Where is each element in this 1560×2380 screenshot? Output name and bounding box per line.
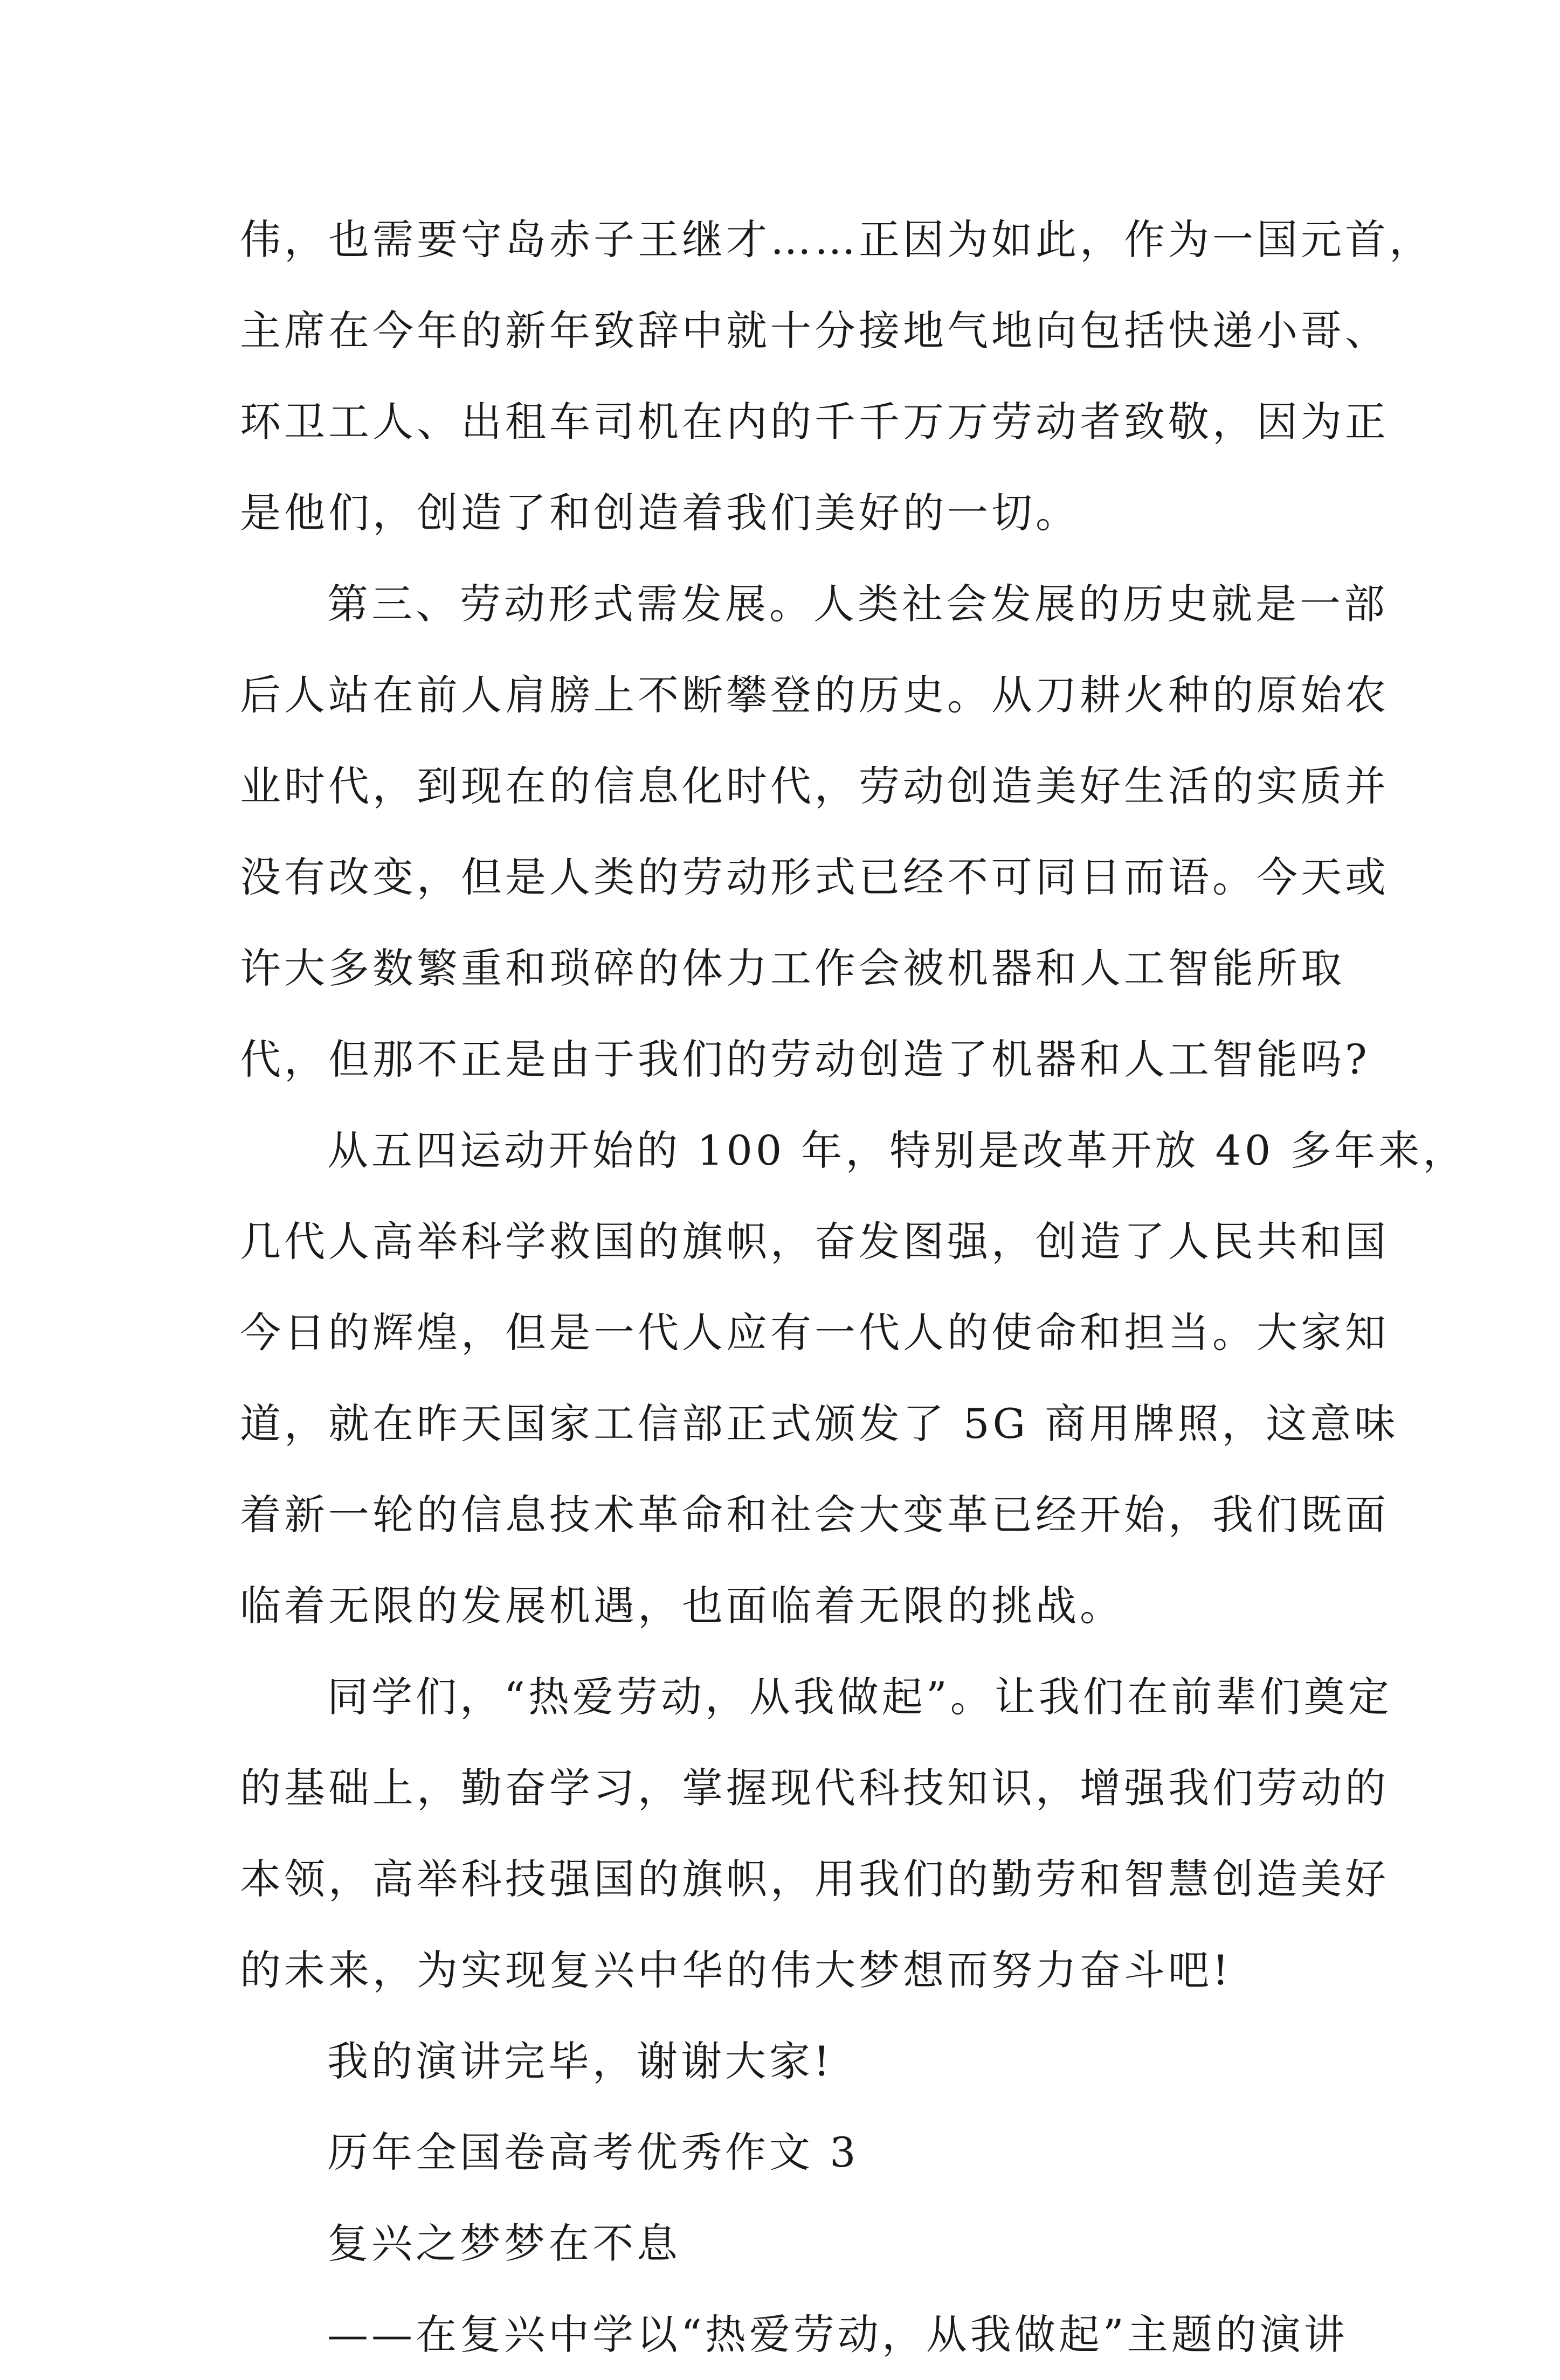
text-line: 的基础上，勤奋学习，掌握现代科技知识，增强我们劳动的	[240, 1764, 1389, 1812]
text-line: 后人站在前人肩膀上不断攀登的历史。从刀耕火种的原始农	[240, 671, 1389, 719]
text-line: 几代人高举科学救国的旗帜，奋发图强，创造了人民共和国	[240, 1217, 1389, 1265]
text-line: 是他们，创造了和创造着我们美好的一切。	[240, 489, 1080, 537]
text-line: 环卫工人、出租车司机在内的千千万万劳动者致敬，因为正	[240, 398, 1389, 446]
paragraph-start-line: 从五四运动开始的 100 年，特别是改革开放 40 多年来，	[327, 1126, 1467, 1174]
text-line: 的未来，为实现复兴中华的伟大梦想而努力奋斗吧!	[240, 1946, 1232, 1994]
text-line: 道，就在昨天国家工信部正式颁发了 5G 商用牌照，这意味	[240, 1400, 1399, 1448]
text-line: 代，但那不正是由于我们的劳动创造了机器和人工智能吗?	[240, 1035, 1370, 1083]
text-line: 临着无限的发展机遇，也面临着无限的挑战。	[240, 1582, 1124, 1630]
text-line: 业时代，到现在的信息化时代，劳动创造美好生活的实质并	[240, 762, 1389, 810]
section-heading: 历年全国卷高考优秀作文 3	[327, 2128, 859, 2176]
essay-subtitle: ——在复兴中学以“热爱劳动，从我做起”主题的演讲	[327, 2310, 1348, 2358]
text-line: 本领，高举科技强国的旗帜，用我们的勤劳和智慧创造美好	[240, 1855, 1389, 1903]
text-line: 主席在今年的新年致辞中就十分接地气地向包括快递小哥、	[240, 307, 1389, 355]
paragraph-start-line: 同学们，“热爱劳动，从我做起”。让我们在前辈们奠定	[327, 1673, 1392, 1721]
document-body	[240, 194, 1467, 2380]
paragraph-start-line: 第三、劳动形式需发展。人类社会发展的历史就是一部	[327, 580, 1388, 628]
text-line: 伟，也需要守岛赤子王继才……正因为如此，作为一国元首，	[240, 216, 1433, 264]
text-line: 没有改变，但是人类的劳动形式已经不可同日而语。今天或	[240, 853, 1389, 901]
essay-title: 复兴之梦梦在不息	[327, 2219, 681, 2267]
text-line: 着新一轮的信息技术革命和社会大变革已经开始，我们既面	[240, 1491, 1389, 1539]
text-line: 许大多数繁重和琐碎的体力工作会被机器和人工智能所取	[240, 944, 1345, 992]
text-line: 今日的辉煌，但是一代人应有一代人的使命和担当。大家知	[240, 1309, 1389, 1357]
closing-line: 我的演讲完毕，谢谢大家!	[327, 2037, 833, 2085]
